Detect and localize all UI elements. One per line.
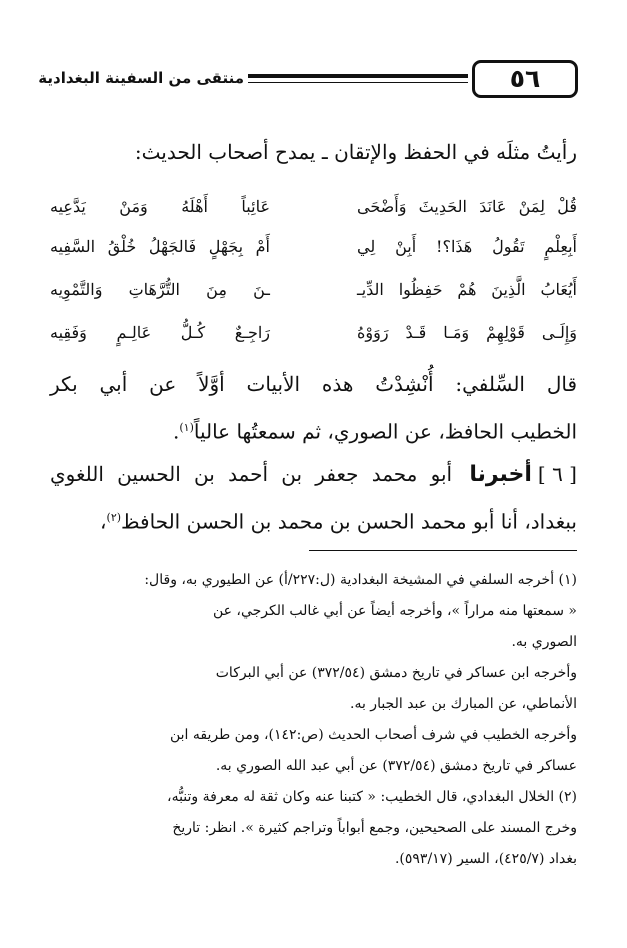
footnote-line: وخرج المسند على الصحيحين، وجمع أبواباً وتراجم كثيرة ». انظر: تاريخ [172, 820, 577, 836]
running-title: منتقى من السفينة البغدادية [38, 69, 244, 87]
footnote-line: الأنماطي، عن المبارك بن عبد الجبار به. [350, 696, 577, 712]
header-rule-thin [248, 82, 468, 83]
footnote-line: الصوري به. [511, 634, 577, 650]
verse-first-hemistich: أَيُعَابُ الَّذِينَ هُمْ حَفِظُوا الدِّيـ [357, 280, 577, 299]
verse-first-hemistich: وَإِلَـى قَوْلِهِمْ وَمَـا قَـدْ رَوَوْهُ [357, 323, 577, 342]
footnote-ref-2: (٢) [106, 511, 122, 524]
silafi-line-1: قال السِّلفي: أُنْشِدْتُ هذه الأبيات أوَّلاً عن أبي بكر [50, 372, 577, 396]
verse-second-hemistich: رَاجِـعٌ كُـلُّ عَالِـمٍ وَفَقِيه [50, 323, 270, 342]
footnote-line: عساكر في تاريخ دمشق (٣٧٢/٥٤) عن أبي عبد الله الصوري به. [215, 758, 577, 774]
verse-row [50, 232, 577, 262]
footnote-separator [309, 550, 577, 551]
verse-second-hemistich: عَائِباً أَهْلَهُ وَمَنْ يَدَّعِيه [50, 197, 270, 216]
verse-row [50, 275, 577, 305]
page-number: ٥٦ [472, 60, 578, 98]
sentence-end: ، [100, 509, 107, 534]
sentence-end: . [172, 419, 180, 444]
hadith-line-1 [50, 460, 577, 488]
footnote-line: وأخرجه ابن عساكر في تاريخ دمشق (٣٧٢/٥٤) عن أبي البركات [215, 665, 577, 681]
verse-first-hemistich: قُلْ لِمَنْ عَانَدَ الحَدِيثَ وَأَضْحَى [357, 197, 577, 216]
footnote-line: بغداد (٤٢٥/٧)، السير (٥٩٣/١٧). [394, 851, 577, 867]
footnote-ref-1: (١) [179, 421, 194, 434]
silafi-line-2 [173, 414, 577, 446]
intro-line: رأيتُ مثلَه في الحفظ والإتقان ـ يمدح أصحاب الحديث: [134, 140, 577, 164]
hadith-number: [ ٦ ] [537, 462, 577, 486]
verse-second-hemistich: أَمْ بِجَهْلٍ فَالجَهْلُ خُلْقُ السَّفِيه [50, 237, 270, 256]
verse-first-hemistich: أَبِعِلْمٍ تَقُولُ هَذَا؟! أَبِنْ لِي [357, 237, 577, 256]
footnote-line: (٢) الخلال البغدادي، قال الخطيب: « كتبنا عنه وكان ثقة له معرفة وتنبُّه، [167, 789, 577, 805]
hadith-line-2 [100, 504, 577, 536]
hadith-line-1-text: أبو محمد جعفر بن أحمد بن الحسين اللغوي [50, 462, 453, 486]
hadith-line-2-text: ببغداد، أنا أبو محمد الحسن بن محمد بن الحسن الحافظ [121, 509, 577, 534]
page-header [38, 56, 578, 100]
footnote-line: وأخرجه الخطيب في شرف أصحاب الحديث (ص:١٤٢)، ومن طريقه ابن [169, 727, 577, 743]
verse-row [50, 192, 577, 222]
silafi-line-2-text: الخطيب الحافظ، عن الصوري، ثم سمعتُها عالياً [193, 419, 577, 444]
footnote-line: « سمعتها منه مراراً »، وأخرجه أيضاً عن أبي غالب الكرجي، عن [212, 603, 577, 619]
footnote-line: (١) أخرجه السلفي في المشيخة البغدادية (ل:٢٢٧/أ) عن الطيوري به، وقال: [144, 572, 577, 588]
akhbarana-word: أخبرنا [469, 462, 532, 487]
header-rule-thick [248, 74, 468, 78]
verse-second-hemistich: ـنَ مِنَ التُّرَّهَاتِ وَالتَّمْوِيه [50, 280, 270, 299]
verse-row [50, 318, 577, 348]
